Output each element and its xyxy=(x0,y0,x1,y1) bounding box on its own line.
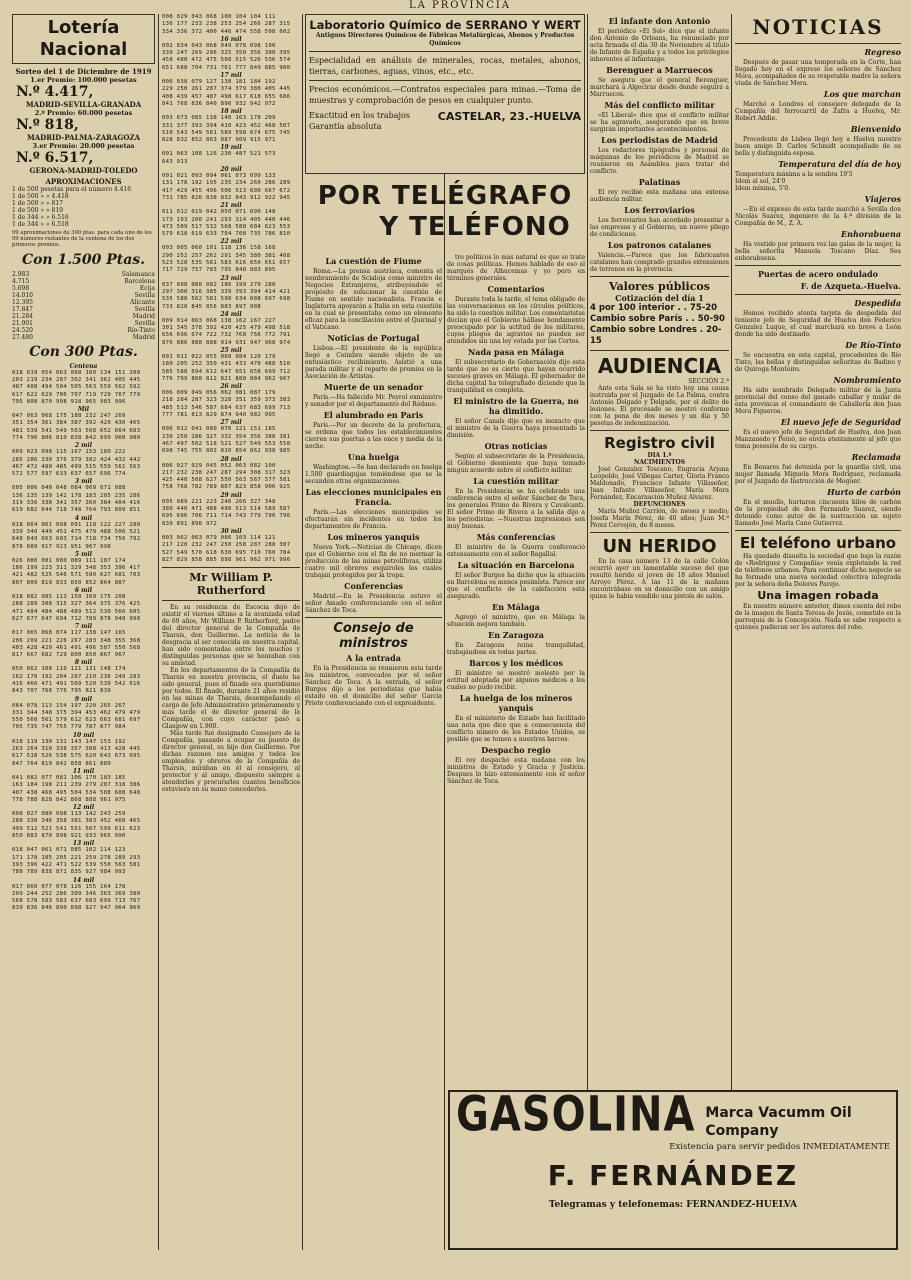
mil-label: 13 mil xyxy=(72,840,95,848)
c300-title: Con 300 Ptas. xyxy=(29,343,138,360)
news-head: De Río-Tinto xyxy=(845,340,901,350)
ad-footer xyxy=(309,110,581,132)
mil-label: Mil xyxy=(77,406,90,414)
news-head: Bienvenido xyxy=(850,124,901,134)
news-head: Palatinas xyxy=(638,177,681,187)
mil-label: 16 mil xyxy=(220,35,242,43)
puertas-firma: F. de Azqueta.-Huelva. xyxy=(800,281,901,291)
noticias-column xyxy=(735,14,901,1120)
news-head: Nombramiento xyxy=(833,375,901,385)
news-text: Los redactores tipógrafos y personal de máquinas de los periódicos de Madrid se reunieron en Asamblea para tratar del conflicto. xyxy=(590,147,729,175)
gasolina-telegrams: Telegramas y telefonemas: FERNANDEZ-HUELVA xyxy=(548,1200,798,1210)
valores-title: Valores públicos xyxy=(609,280,710,293)
temp-sol: Idem al sol, 24'0 xyxy=(735,178,786,185)
c1500-row: 21.284 Madrid xyxy=(12,312,155,320)
mil-label: 10 mil xyxy=(72,731,95,739)
gasolina-company: Marca Vacumm Oil Company xyxy=(705,1105,852,1139)
divider xyxy=(735,265,901,266)
c1500-title: Con 1.500 Ptas. xyxy=(21,251,146,268)
consejo-sub: A la entrada xyxy=(346,653,401,663)
news-text: Washington.—Se han declarado en huelga 1.500 guardiagujas temiéndose que se la secunden otras organizaciones. xyxy=(305,464,442,485)
gasolina-seller: F. FERNÁNDEZ xyxy=(547,1159,799,1192)
number-block: 011 012 019 042 050 071 090 148 173 193 200 241 293 314 405 440 446 473 509 517 532 568 588 604 623 553 579 618 619 633 704 708 735 786 810 xyxy=(162,209,291,238)
temp-min: Idem mínima, 5'0. xyxy=(735,185,791,192)
registro-day: DIA 1.º xyxy=(647,452,672,459)
approx-line: 1 de 344 » » 6.518 xyxy=(12,221,69,228)
prize-1-title: 1.er Premio: 100.000 pesetas xyxy=(30,76,137,84)
number-block: 018 047 061 071 085 102 114 123 171 178 185 205 221 259 278 289 293 393 396 422 471 522 539 550 563 581 788 789 838 871 835 927 984 993 xyxy=(12,847,141,876)
gasolina-brand: GASOLINA xyxy=(456,1087,696,1143)
news-head: Los patronos catalanes xyxy=(607,240,712,250)
laboratory-ad xyxy=(305,14,585,174)
gasolina-top xyxy=(456,1087,890,1143)
c1500-row: 4.715 Barcelona xyxy=(12,277,155,285)
mil-label: 30 mil xyxy=(220,527,242,535)
mil-label: 29 mil xyxy=(220,491,242,499)
c1500-row: 12.395 Alicante xyxy=(12,298,155,306)
mil-label: 25 mil xyxy=(220,346,242,354)
ad-guarantees xyxy=(309,110,410,132)
mil-label: 24 mil xyxy=(220,310,242,318)
mil-label: 27 mil xyxy=(220,419,242,427)
news-text: El ministro de la Guerra conferenció extensamente con el señor Bagallal. xyxy=(447,544,585,558)
temp-max: Temperatura máxima a la sombra 19'5 xyxy=(735,171,853,178)
defunciones-text: María Muñoz Carrión, de meses y medio; Josefa Marín Pérez, de 40 años; Juan M.ª Pérez Cervejón, de 8 meses. xyxy=(590,508,729,529)
mil-label: 11 mil xyxy=(72,767,95,775)
divider xyxy=(309,51,581,52)
number-block: 006 012 041 080 076 121 151 185 230 250 286 327 332 354 356 388 381 467 497 502 518 521 527 549 553 558 698 745 755 802 810 854 862 938 985 xyxy=(162,426,291,455)
ad-specialty: Especialidad en análisis de minerales, rocas, metales, abonos, tierras, carbones, aguas, vinos, etc., etc. xyxy=(309,56,581,76)
news-text: En Zaragoza reina tranquilidad, trabajándose en todas partes. xyxy=(447,642,585,656)
news-text: París.—Las elecciones municipales se efectuarán sin incidentes en todos los departamentos de Francia. xyxy=(305,509,442,530)
news-text: Valencia.—Parece que los fabricantes catalanes han comprado grandes extensiones de terrenos en la provincia. xyxy=(590,252,729,273)
gasolina-ad xyxy=(448,1087,898,1250)
news-text: Nueva York.—Noticias de Chicago, dicen que el Gobierno con el fin de no mermar la producción de las minas petrolíferas, utiliza cuatro mil obreros esquiroles los cuales trabajan protegidos por la tropa. xyxy=(305,544,442,579)
number-block: 003 005 060 101 118 136 158 168 290 252 257 262 291 345 380 381 408 523 528 535 581 583 616 650 651 657 717 729 757 783 795 848 883 895 xyxy=(162,245,291,274)
number-block: 005 089 221 223 246 266 327 348 380 440 471 488 490 513 514 589 587 695 696 706 711 714 743 779 790 796 839 891 898 972 xyxy=(162,498,291,527)
divider xyxy=(735,294,901,295)
news-head: Berenguer a Marruecos xyxy=(606,65,713,75)
news-text: En la Presidencia se ha celebrado una conferencia entre el señor Sánchez de Toca, los generales Primo de Rivera y Cavalcanti. El señor Primo de Rivera a la salida dijo a los periodistas: —Nuestras impresiones son muy buenas. xyxy=(447,488,585,530)
news-text: «El Liberal» dice que el conflicto militar se ha agravado, asegurando que en breve surgirán importantes acontecimientos. xyxy=(590,112,729,133)
nacimientos-title: NACIMIENTOS xyxy=(633,459,686,466)
rutherford-text-2: En los departamentos de la Compañía de Tharsis en nuestra provincia, el duelo ha sido general, pues el finado era queridísimo por todos. El finado, durante 21 años residió en las minas de Tharsis, desempeñando el cargo de Jefe Administrativo primeramente y más tarde el de director general de la Compañía, con cuyo carácter pasó a Glasgow en 1.900. xyxy=(162,667,300,731)
mil-label: 12 mil xyxy=(72,804,95,812)
registro-title: Registro civil xyxy=(604,434,715,452)
number-block: 001 021 093 094 061 073 099 133 131 178 192 195 235 234 260 286 289 417 429 455 496 506 513 600 667 672 731 785 826 838 832 843 912 922 945 xyxy=(162,173,291,201)
divider xyxy=(735,43,901,44)
c1500-row: 21.901 Sevilla xyxy=(12,319,155,327)
mil-label: 14 mil xyxy=(72,876,95,884)
approx-line: 1 de 500 » » 4.418 xyxy=(12,193,69,200)
news-text: Según el subsecretario de la Presidencia, el Gobierno desmiente que haya tomado ningún acuerdo sobre el conflicto militar. xyxy=(447,453,585,474)
mil-label: 5 mil xyxy=(74,550,93,558)
news-head: La cuestión militar xyxy=(473,476,559,486)
news-head: Viajeros xyxy=(864,194,901,204)
news-text: El señor Canals dijo que es inexacto que el ministro de la Guerra haya presentado la dimisión. xyxy=(447,418,585,439)
approx-list xyxy=(12,186,155,228)
news-text: Hemos recibido atenta tarjeta de despedida del teniente jefe de Seguridad de Huelva don Federico Gonzalez Luque, el cual marchará en breve a León donde ha sido destinado. xyxy=(735,310,901,338)
approx-line: 1 de 500 » » 817 xyxy=(12,200,63,207)
news-text: En el ministerio de Estado han facilitado una nota que dice que a consecuencia del conflicto minero de los Estados Unidos, es posible que se tomen a nuestros barcos. xyxy=(447,715,585,743)
number-block: 001 011 022 055 060 084 120 179 180 205 252 350 431 433 470 488 510 585 588 694 612 647 651 658 699 712 776 799 808 812 821 888 884 962 967 xyxy=(162,353,291,382)
telegraph-headline xyxy=(305,180,585,242)
news-head: Más conferencias xyxy=(476,532,556,542)
nacimientos-text: José Gonzalez Toscano, Engracia Arjona Leopoldo, José Villegas Carter, Gloria Franco Maldonado, Francisco Infante Villaseñor, Juan Infante Villaseñor, María Mora Fernández, Encarnación Muñoz Alvarez. xyxy=(590,466,729,501)
cotizacion-title: Cotización del día 1 xyxy=(615,293,704,303)
column-rule xyxy=(302,14,303,1250)
ad-address: CASTELAR, 23.-HUELVA xyxy=(437,110,581,123)
ad-guarantee: Garantía absoluta xyxy=(309,122,382,131)
prize-3-place: GERONA-MADRID-TOLEDO xyxy=(29,166,138,175)
news-head: Más del conflicto militar xyxy=(604,100,715,110)
news-text: París.—Ha fallecido Mr. Peyrol exministro y senador por el departamento del Ródano. xyxy=(305,394,442,408)
puertas-ad: Puertas de acero ondulado xyxy=(758,269,878,279)
prize-2-number: N.º 818, xyxy=(16,117,79,133)
lottery-title: Lotería Nacional xyxy=(39,17,128,60)
news-head: Despedida xyxy=(854,298,901,308)
number-block: 018 064 061 098 091 118 122 227 280 339 340 449 451 475 479 488 506 521 648 849 663 683 714 718 734 756 792 878 889 917 923 951 967 998 xyxy=(12,521,141,550)
herido-title: UN HERIDO xyxy=(602,536,717,557)
news-text: Agregó el ministro, que en Málaga la situación mejora también. xyxy=(447,614,585,628)
mil-label: 26 mil xyxy=(220,383,242,391)
number-block: 008 027 080 098 113 142 243 259 288 330 346 358 381 383 452 460 465 499 512 521 541 551 567 599 611 623 850 883 870 898 921 933 965 990 xyxy=(12,811,141,840)
news-head: El infante don Antonio xyxy=(608,16,711,26)
news-text: —En el expreso de esta tarde marchó a Sevilla don Nicolás Suárez, ingeniero de la 4.ª división de la Compañía de M., Z. A. xyxy=(735,206,901,227)
news-text: Después de pasar una temporada en la Corte, han llegado hoy en el expreso los señores de Sánchez Mora, acompañados de su respetable madre la señora viuda de Sánchez Mora. xyxy=(735,59,901,87)
news-head: Noticias de Portugal xyxy=(327,333,420,343)
consejo-text: En la Presidencia se reunieron esta tarde los ministros, convocados por el señor Sánchez de Toca. A la entrada, el señor Burgos dijo a los periodistas que había estado en el domicilio del señor García Prieto conferenciando con el expresidente. xyxy=(305,665,442,707)
divider xyxy=(305,617,442,618)
news-text: El rey despachó esta mañana con los ministros de Estado y Gracia y Justicia. Despues lo hizo extensamente con el señor Sánchez de Toca. xyxy=(447,757,585,785)
news-text: Roma.—La prensa austríaca, comenta el nombramiento de Scialoja como ministro de Negocios Extranjeros, atribuyéndole el propósito de solucionar la cuestión de Fiume en sentido nacionalista. Francia e Inglaterra apoyarán a Italia en esta cuestión en la cual se presentaba como un elemento eficaz para la conciliación entre el Quirinal y el Vaticano. xyxy=(305,268,442,331)
news-head: Una huelga xyxy=(347,452,400,462)
number-block: 018 119 130 131 143 147 153 192 263 264 310 338 357 388 413 428 445 617 518 526 538 575 620 643 673 695 847 764 819 842 858 861 889 xyxy=(12,738,141,767)
number-block: 008 029 043 068 100 104 104 111 136 177 233 238 253 254 266 287 315 334 336 372 400 446 474 558 598 602 xyxy=(162,14,291,35)
telegraph-news-left xyxy=(305,254,442,1250)
number-block: 002 034 043 068 049 078 098 190 339 247 269 296 325 350 356 390 395 458 480 472 475 508 515 526 536 574 651 688 704 731 761 777 849 885 900 xyxy=(162,42,291,71)
mil-label: 23 mil xyxy=(220,274,242,282)
draw-date: Sorteo del 1 de Diciembre de 1919 xyxy=(15,67,152,76)
news-head: Temperatura del día de hoy xyxy=(778,159,901,169)
news-text: El subsecretario de Gobernación dijo esta tarde que no es cierto que hayan ocurrido sucesos graves en Málaga. El gobernador de dicha capital ha telegrafiado diciendo que la tranquilidad es completa. xyxy=(447,359,585,394)
rutherford-text-3: Más tarde fué designado Consejero de la Compañía, pasando a ocupar su puesto de director general, su hijo don Guillermo. Por dichas razones sus amigos y todos los empleados y obreros de la Compañía de Tharsis, mirában en él al consejero, al protector y al amigo, dispuesto siempre a atenderles y procurarles cuantos beneficios estuviera en su mano concederles. xyxy=(162,730,300,794)
mil-label: 4 mil xyxy=(74,514,93,522)
news-text: Se encuentra en esta capital, procedentes de Río Tinto, las bellas y distinguidas señoritas de Badino y de Quiroga Monteiro. xyxy=(735,352,901,373)
lottery-column xyxy=(12,14,155,1250)
divider xyxy=(590,276,729,277)
approx-line: 1 de 500 pesetas para el número 4.416 xyxy=(12,186,132,193)
mil-label: 28 mil xyxy=(220,455,242,463)
noticias-title: NOTICIAS xyxy=(752,15,884,39)
valor-line: Cambio sobre París . . 50-90 xyxy=(590,314,725,324)
mil-label: 21 mil xyxy=(220,202,242,210)
rutherford-text: En su residencia de Escocia dejó de existir el viernes último a la avanzada edad de 69 años, Mr William P. Rutherford, padre del director general de la Compañía de Tharsis, don Guillermo. La noticia de la desgracia al ser conocida en nuestra capital, han sido comentadas entre los muchos y distinguidas personas que se honraban con su amistad. xyxy=(162,604,300,668)
c1500-row: 17.847 Sevilla xyxy=(12,305,155,313)
number-block: 047 063 068 175 188 232 247 269 351 354 361 384 387 392 420 430 465 481 539 541 549 563 568 652 664 683 774 796 806 810 838 842 899 960 980 xyxy=(12,413,141,441)
audiencia-text: Ante esta Sala se ha visto hoy una causa instruida por el Juzgado de La Palma, contra Antonio Delgado y Delgado, por el delito de lesiones. El procesado se mostró conforme con la pena de dos meses y un día y 50 pesetas de indemnización. xyxy=(590,385,729,427)
news-text: Lisboa.—El presidente de la república llegó a Coimbra siendo objeto de un entusiástico recibimiento. Asistió a una parada militar y al reparto de premios en la Asociación de Artistas. xyxy=(305,345,442,380)
news-head: El nuevo jefe de Seguridad xyxy=(780,417,901,427)
lottery-column-2 xyxy=(162,14,300,1250)
column-rule xyxy=(587,14,588,1250)
c1500-row: 14.010 Sevilla xyxy=(12,291,155,299)
approx-line: 1 de 344 » » 6.516 xyxy=(12,214,69,221)
approx-title: APROXIMACIONES xyxy=(45,177,122,186)
news-head: La situación en Barcelona xyxy=(457,560,575,570)
c1500-row: 2.983 Salamanca xyxy=(12,270,155,278)
prize-3-title: 3.er Premio: 20.000 pesetas xyxy=(32,142,135,150)
news-text: En nuestro número anterior, dimos cuenta del robo de la imagen de Santa Teresa de Jesús, cometido en la parroquia de la Concepción. Nada se sabe respecto a quienes pudieran ser los autores del robo. xyxy=(735,603,901,631)
lottery-box xyxy=(12,14,155,64)
headline-line-2: Y TELÉFONO xyxy=(379,212,571,242)
rutherford-title: Mr William P. Rutherford xyxy=(189,571,273,598)
news-text: Ha vestido por primera vez las galas de la mujer, la bella señorita Manuela Toscano Díaz. Sea enhorabuena. xyxy=(735,241,901,262)
ad-title: Laboratorio Químico de SERRANO Y WERT xyxy=(309,18,581,32)
number-block: 017 065 068 074 117 138 147 165 206 209 221 226 267 283 348 355 368 403 428 429 461 491 496 507 550 568 817 667 682 729 800 850 867 967 xyxy=(12,630,141,659)
telefono-title: El teléfono urbano xyxy=(739,534,897,552)
number-block: 037 098 080 082 186 199 279 280 297 300 316 385 339 393 394 414 421 535 588 562 581 598 634 688 697 698 733 828 845 856 883 897 908 xyxy=(162,281,291,310)
news-text: Es el nuevo jefe de Seguridad de Huelva, don Juan Manzanedo y Peinó, no envía atentamente al jefe que toma posesión de su cargo. xyxy=(735,429,901,450)
number-block: 050 062 108 110 121 131 148 174 162 170 192 204 207 210 236 240 283 416 466 471 491 509 520 539 542 616 843 707 768 776 795 821 839 xyxy=(12,666,141,695)
audiencia-section: SECCIÓN 2.ª xyxy=(688,378,729,385)
news-head: La cuestión de Fiume xyxy=(325,256,422,266)
prize-1-number: N.º 4.417, xyxy=(16,84,94,100)
valores-list xyxy=(590,303,729,347)
news-head: Barcos y los médicos xyxy=(469,658,563,668)
news-text: París.—Por un decreto de la prefectura, se ordena que todos los establecimientos cierren sus puertas a las once y media de la noche. xyxy=(305,422,442,450)
masthead: LA PROVINCIA xyxy=(408,0,512,11)
number-block: 006 038 079 127 138 181 184 192 229 250 261 287 374 379 380 405 445 408 439 457 487 498 617 618 655 686 841 768 836 840 896 932 942 972 xyxy=(162,79,291,107)
herido-text: En la casa número 13 de la calle Colón ocurrió ayer un lamentable suceso del que resultó herido el joven de 18 años Manuel Arroyo Pérez. A las 11 de la mañana encontrábase en su domicilio con un amigo quien le había vendido una pistola de salón. xyxy=(590,558,729,600)
mil-label: 18 mil xyxy=(220,108,242,116)
news-head: Conferencias xyxy=(344,581,403,591)
news-head: La huelga de los mineros yanquis xyxy=(459,693,573,713)
news-head: Los periodistas de Madrid xyxy=(601,135,718,145)
news-head: En Málaga xyxy=(492,602,540,612)
prize-3-number: N.º 6.517, xyxy=(16,150,94,166)
number-block: 041 082 077 081 106 170 183 185 163 184 198 211 239 279 287 318 386 407 438 468 495 504 534 588 608 648 778 788 828 842 868 888 961 975 xyxy=(12,774,141,803)
prize-1-place: MADRID-SEVILLA-GRANADA xyxy=(25,100,142,109)
news-head: El alumbrado en Paris xyxy=(323,410,424,420)
news-text: Los ferroviarios han acordado presentar a las empresas y al Gobierno, un nuevo pliego de condiciones. xyxy=(590,217,729,238)
news-text: Se asegura que el general Berenguer, marchará a Algeciras desde donde seguirá a Marruecos. xyxy=(590,77,729,98)
divider xyxy=(162,567,300,568)
c1500-row: 27.480 Madrid xyxy=(12,333,155,341)
mil-label: 22 mil xyxy=(220,238,242,246)
audiencia-title: AUDIENCIA xyxy=(597,354,722,378)
mil-label: 8 mil xyxy=(74,659,93,667)
number-block: 005 006 040 048 084 069 071 088 136 135 139 142 178 183 205 235 286 319 336 338 341 357 360 384 404 416 619 682 644 718 748 764 793 809 851 xyxy=(12,485,141,514)
news-text: Marchó a Londres el consejero delegado de la Compañía del ferrocarril de Zafra a Huelva, Mr. Robert Addie. xyxy=(735,101,901,122)
mil-label: 2 mil xyxy=(74,442,93,450)
news-head: Otras noticias xyxy=(484,441,548,451)
news-head: Los ferroviarios xyxy=(624,205,695,215)
c1500-row: 5.698 Ecija xyxy=(12,284,155,292)
number-block: 003 073 085 138 148 163 178 209 331 377 393 394 410 423 452 468 507 510 543 549 561 589 598 674 675 745 828 832 852 863 887 909 915 971 xyxy=(162,115,291,144)
news-head: Enhorabuena xyxy=(841,229,901,239)
news-head: Las elecciones municipales en Francia. xyxy=(305,487,442,507)
mil-label: 20 mil xyxy=(220,166,242,174)
number-block: 009 023 098 115 167 153 180 222 285 286 330 376 379 382 424 432 442 467 472 480 485 499 515 559 561 563 572 577 597 633 637 657 696 774 xyxy=(12,449,141,478)
prize-2-place: MADRID-PALMA-ZARAGOZA xyxy=(26,133,141,142)
ad-exact: Exactitud en los trabajos xyxy=(309,111,410,120)
number-block: 009 014 063 068 138 162 167 227 301 345 378 392 420 425 479 498 518 656 696 674 722 732 768 756 772 791 876 886 888 888 914 931 947 968 974 xyxy=(162,317,291,346)
divider xyxy=(590,350,729,351)
news-text: Ha sido nombrado Delegado militar de la Junta provincial del censo del ganado caballar y mular de esta provincia el comandante de Caballería don Juan Mora Figueroa. xyxy=(735,387,901,415)
prize-2-title: 2.º Premio: 60.000 pesetas xyxy=(34,109,133,117)
defunciones-title: DEFUNCIONES xyxy=(633,501,686,508)
c1500-row: 24.520 Río-Tinto xyxy=(12,326,155,334)
news-head: Regreso xyxy=(864,47,901,57)
mil-label: 6 mil xyxy=(74,587,93,595)
news-text: Durante toda la tarde, el tema obligado de las conversaciones en los círculos políticos, ha sido la cuestión militar. Los comentaristas decían que el Gobierno hállase hondamente preocupado por la actitud de los militares, cuyos pliegos de agravios no pueden ser atendidos sin una ley votada por las Cortes. xyxy=(447,296,585,345)
divider xyxy=(590,430,729,431)
news-head: En Zaragoza xyxy=(488,630,544,640)
gasolina-tagline: Existencia para servir pedidos INMEDIATAMENTE xyxy=(669,1142,890,1152)
divider xyxy=(735,530,901,531)
news-text: En el muelle, hurtaron cincuenta kilos de carbón de la propiedad de don Fernando Suarez, siendo detenido como autor de la sustracción un sujeto llamado José María Cano Gutierrez. xyxy=(735,499,901,527)
number-block: 001 063 108 126 230 487 521 573 643 913 xyxy=(162,151,276,165)
news-text: Procedente de Lisboa llegó hoy a Huelva nuestro buen amigo D. Carlos Schmidt acompañado de su bella y distinguida esposa. xyxy=(735,136,901,157)
news-column-5 xyxy=(590,14,729,1120)
valor-line: 4 por 100 interior . . 75-20 xyxy=(590,303,718,313)
news-text: tro políticos lo más natural es que se trate de cosas políticas. Hemos hablado de eso al marqués de Alhucemas y yo pero en términos generales. xyxy=(447,254,585,282)
mil-label: 9 mil xyxy=(74,695,93,703)
news-text: El señor Burgos ha dicho que la situación en Barcelona es menos pesimista. Parece ser que el conflicto de la calefacción está asegurado. xyxy=(447,572,585,600)
approx-note: 99 aproximaciones de 300 ptas. para cada uno de los 99 números restantes de la centena de los dos primeros premios. xyxy=(12,230,152,249)
number-block: 006 009 049 056 062 081 087 179 218 284 287 323 328 351 359 373 383 485 513 546 587 684 637 683 699 713 777 781 813 829 874 940 982 995 xyxy=(162,390,291,419)
headline-line-1: POR TELÉGRAFO xyxy=(317,181,573,211)
imagen-title: Una imagen robada xyxy=(757,589,879,602)
column-rule xyxy=(731,14,732,1250)
news-text: El rey recibió esta mañana una extensa audiencia militar. xyxy=(590,189,729,203)
column-rule xyxy=(158,14,159,1250)
mil-label: 19 mil xyxy=(220,144,242,152)
news-text: El periódico «El Sol» dice que el infante don Antonio de Orleans, ha renunciado por acta firmada el día 30 de Noviembre al título de Infante de España y a todos los privilegios inherentes al infantazgo. xyxy=(590,28,729,63)
news-head: Comentarios xyxy=(487,284,545,294)
consejo-title: Consejo de ministros xyxy=(333,621,414,651)
news-head: Muerte de un senador xyxy=(323,382,424,392)
ad-prices: Precios económicos.—Contratos especiales para minas.—Toma de muestras y comprobación de pesos en cualquier punto. xyxy=(309,85,581,105)
news-head: Reclamada xyxy=(851,452,901,462)
number-block: 017 060 077 078 126 155 164 178 209 244 252 286 309 346 363 369 380 568 578 583 583 637 683 699 713 767 839 836 846 890 898 927 947 964 969 xyxy=(12,883,141,912)
number-block: 018 019 054 063 068 100 134 151 208 203 219 234 287 302 341 362 405 445 487 488 494 504 505 563 559 562 592 617 622 629 706 707 719 729 767 779 795 808 870 908 918 965 983 996 xyxy=(12,369,141,405)
news-text: Ha quedado disuelta la sociedad que bajo la razón de «Rodríguez y Compañía» venía explotando la red de teléfonos urbanos. Para continuar dicho negocio se ha formado una nueva sociedad colectiva integrada por la señora doña Dolores Parejo. xyxy=(735,553,901,588)
valor-line: Cambio sobre Londres . 20-15 xyxy=(590,325,722,346)
c1500-list xyxy=(12,271,155,341)
news-head: El ministro de la Guerra, no ha dimitido. xyxy=(453,396,579,416)
approx-line: 1 de 500 » » 819 xyxy=(12,207,63,214)
news-head: Despacho regio xyxy=(481,745,551,755)
number-block: 018 082 085 113 158 169 175 208 288 289 308 315 327 364 375 376 425 471 484 484 488 489 512 530 566 605 627 677 647 694 712 789 878 948 998 xyxy=(12,594,141,622)
ad-subtitle: Antiguos Directores Químicos de Fábricas Metalúrgicas, Abonos y Productos Químicos xyxy=(315,32,575,47)
news-head: Los mineros yanquis xyxy=(327,532,420,542)
centena-label: Centena xyxy=(69,362,98,370)
news-text: El ministro se mostró molesto por la actitud adoptada por algunos médicos a los cuales no pudo recibir. xyxy=(447,670,585,691)
number-block: 084 078 113 154 197 220 265 267 331 344 348 375 394 453 462 479 479 550 560 561 579 612 623 663 681 697 705 735 747 755 779 787 877 984 xyxy=(12,702,141,731)
news-text: Madrid.—En la Presidencia estuvo el señor Amado conferenciando con el señor Sánchez de Toca. xyxy=(305,593,442,614)
mil-label: 3 mil xyxy=(74,478,93,486)
number-block: 003 062 063 079 086 103 114 121 217 220 232 247 250 258 287 288 307 527 549 570 618 630 695 710 760 784 827 829 858 885 898 961 962 971 996 xyxy=(162,534,291,563)
news-head: Nada pasa en Málaga xyxy=(467,347,565,357)
divider xyxy=(309,80,581,81)
news-head: Los que marchan xyxy=(823,89,901,99)
number-block: 026 080 081 080 089 111 187 174 186 199 223 311 329 348 353 396 417 421 482 525 546 571 580 627 681 703 807 809 819 833 850 852 864 887 xyxy=(12,557,141,586)
mil-label: 7 mil xyxy=(74,623,93,631)
news-text: En Bonares fué detenida por la guardia civil, una mujer llamada Miguela Mora Rodríguez, reclamada por el Juzgado de Instrucción de Moguer. xyxy=(735,464,901,485)
divider xyxy=(590,532,729,533)
divider xyxy=(162,600,300,601)
news-head: Hurto de carbón xyxy=(827,487,901,497)
mil-label: 17 mil xyxy=(220,72,242,80)
number-block: 006 027 029 045 052 063 082 100 217 232 238 247 287 294 308 317 323 425 440 508 627 550 563 567 577 581 758 768 782 789 807 823 858 906 925 xyxy=(162,462,291,491)
